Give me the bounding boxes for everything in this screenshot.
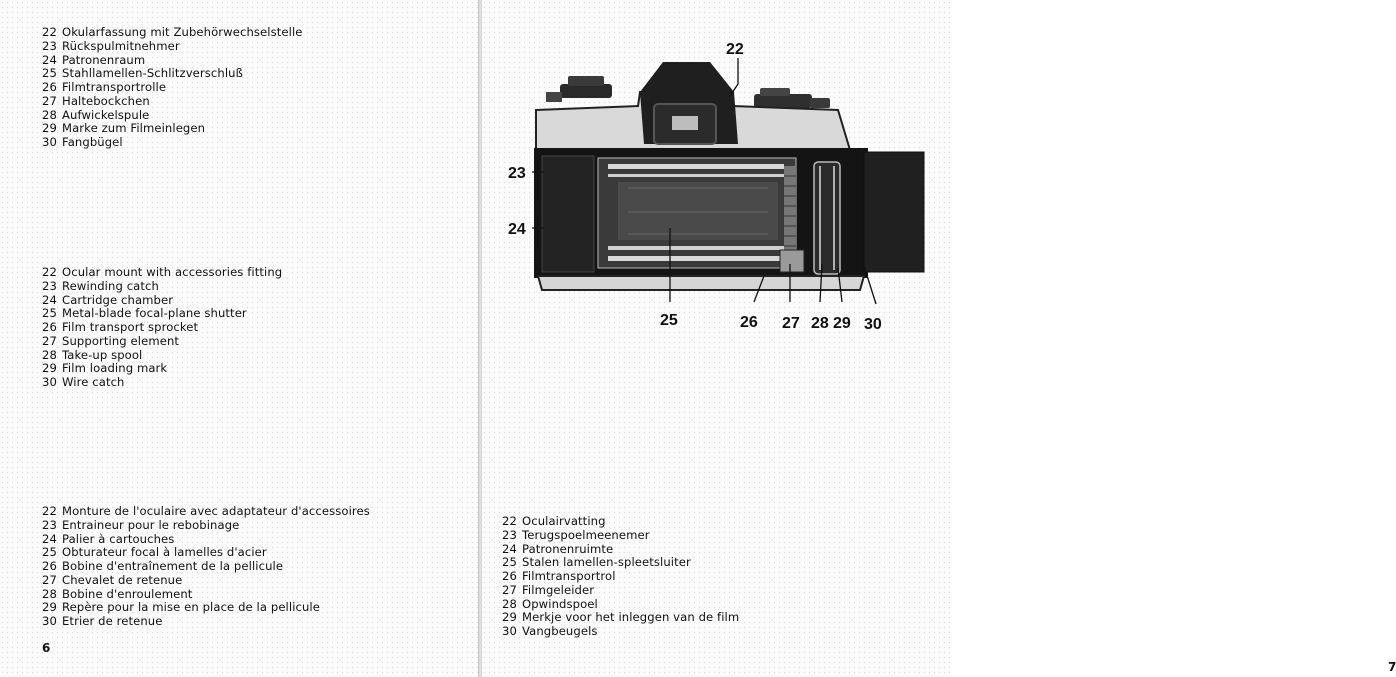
item-label: Fangbügel	[62, 135, 123, 149]
item-label: Film loading mark	[62, 361, 168, 376]
item-number: 29	[42, 600, 57, 615]
list-item	[42, 122, 303, 136]
item-label: Filmtransportrol	[522, 569, 616, 583]
item-label: Haltebockchen	[62, 93, 150, 108]
page-number-left: 6	[42, 641, 51, 655]
list-item	[42, 335, 282, 349]
list-item	[42, 362, 282, 376]
item-number: 23	[42, 278, 57, 293]
item-label: Palier à cartouches	[62, 531, 175, 546]
item-number: 22	[42, 25, 57, 39]
item-label: Wire catch	[62, 375, 125, 389]
item-label: Stahllamellen-Schlitzverschluß	[62, 66, 243, 81]
list-item	[42, 54, 303, 68]
take-up-spool-icon	[814, 162, 840, 274]
item-number: 23	[42, 517, 57, 532]
callout-22: 22	[726, 41, 744, 58]
item-label: Rewinding catch	[62, 278, 159, 293]
list-item	[42, 574, 370, 588]
dutch-parts-list	[502, 515, 739, 639]
list-item	[42, 560, 370, 574]
english-parts-list	[42, 266, 282, 390]
item-label: Terugspoelmeenemer	[522, 527, 650, 542]
list-item	[42, 136, 303, 150]
list-item	[42, 280, 282, 294]
list-item	[42, 307, 282, 321]
item-number: 22	[502, 514, 517, 528]
item-number: 24	[42, 292, 57, 307]
item-label: Opwindspoel	[522, 596, 598, 611]
list-item	[502, 625, 739, 639]
callout-27: 27	[782, 315, 800, 332]
list-item	[42, 109, 303, 123]
item-label: Obturateur focal à lamelles d'acier	[62, 545, 267, 560]
item-label: Take-up spool	[62, 347, 143, 362]
item-number: 22	[42, 265, 57, 279]
item-label: Monture de l'oculaire avec adaptateur d'accessoires	[62, 504, 370, 518]
list-item	[42, 615, 370, 629]
list-item	[42, 321, 282, 335]
list-item	[502, 529, 739, 543]
item-label: Bobine d'enroulement	[62, 586, 193, 601]
item-label: Film transport sprocket	[62, 320, 199, 334]
list-item	[502, 515, 739, 529]
item-number: 25	[502, 555, 517, 570]
item-label: Marke zum Filmeinlegen	[62, 121, 206, 136]
item-label: Chevalet de retenue	[62, 572, 183, 587]
item-number: 27	[42, 93, 57, 108]
item-number: 26	[502, 569, 517, 583]
callout-24: 24	[508, 221, 526, 238]
item-number: 25	[42, 545, 57, 560]
item-number: 30	[502, 624, 517, 638]
list-item	[502, 556, 739, 570]
list-item	[502, 584, 739, 598]
item-number: 28	[42, 347, 57, 362]
item-number: 29	[42, 361, 57, 376]
item-label: Bobine d'entraînement de la pellicule	[62, 559, 284, 573]
list-item	[502, 570, 739, 584]
item-label: Merkje voor het inleggen van de film	[522, 610, 740, 625]
item-label: Entraineur pour le rebobinage	[62, 517, 240, 532]
callout-25: 25	[660, 312, 678, 329]
item-number: 24	[502, 541, 517, 556]
german-parts-list	[42, 26, 303, 150]
item-number: 24	[42, 52, 57, 67]
item-label: Patronenraum	[62, 52, 146, 67]
camera-back-door	[864, 152, 924, 272]
list-item	[502, 543, 739, 557]
list-item	[42, 26, 303, 40]
item-number: 27	[42, 572, 57, 587]
cartridge-chamber-icon	[542, 156, 594, 272]
item-label: Ocular mount with accessories fitting	[62, 265, 283, 279]
list-item	[42, 533, 370, 547]
list-item	[42, 601, 370, 615]
item-number: 28	[502, 596, 517, 611]
list-item	[42, 40, 303, 54]
item-number: 22	[42, 504, 57, 518]
item-label: Aufwickelspule	[62, 107, 150, 122]
list-item	[42, 505, 370, 519]
list-item	[42, 294, 282, 308]
item-label: Stalen lamellen-spleetsluiter	[522, 555, 691, 570]
item-label: Cartridge chamber	[62, 292, 174, 307]
list-item	[502, 611, 739, 625]
item-number: 23	[42, 38, 57, 53]
list-item	[42, 519, 370, 533]
item-number: 25	[42, 306, 57, 321]
item-label: Supporting element	[62, 333, 180, 348]
item-number: 27	[502, 582, 517, 597]
camera-back-illustration	[498, 32, 928, 337]
list-item	[42, 266, 282, 280]
item-label: Vangbeugels	[522, 624, 598, 638]
item-number: 23	[502, 527, 517, 542]
list-item	[42, 349, 282, 363]
item-number: 30	[42, 375, 57, 389]
item-label: Okularfassung mit Zubehörwechselstelle	[62, 25, 303, 39]
item-label: Etrier de retenue	[62, 614, 163, 628]
item-number: 26	[42, 80, 57, 94]
item-number: 27	[42, 333, 57, 348]
item-label: Metal-blade focal-plane shutter	[62, 306, 247, 321]
list-item	[42, 81, 303, 95]
left-page	[0, 0, 478, 677]
list-item	[42, 588, 370, 602]
item-label: Filmtransportrolle	[62, 80, 167, 94]
item-number: 28	[42, 107, 57, 122]
list-item	[42, 546, 370, 560]
item-label: Rückspulmitnehmer	[62, 38, 180, 53]
item-number: 24	[42, 531, 57, 546]
item-number: 28	[42, 586, 57, 601]
item-number: 29	[502, 610, 517, 625]
item-number: 29	[42, 121, 57, 136]
item-number: 26	[42, 320, 57, 334]
list-item	[502, 598, 739, 612]
callout-29: 29	[833, 315, 851, 332]
item-number: 26	[42, 559, 57, 573]
item-label: Repère pour la mise en place de la pellicule	[62, 600, 320, 615]
item-label: Patronenruimte	[522, 541, 614, 556]
list-item	[42, 95, 303, 109]
item-number: 25	[42, 66, 57, 81]
item-number: 30	[42, 614, 57, 628]
item-number: 30	[42, 135, 57, 149]
page-number-right: 7	[1388, 660, 1396, 674]
shutter-icon	[618, 182, 778, 240]
callout-26: 26	[740, 314, 758, 331]
callout-23: 23	[508, 165, 526, 182]
item-label: Filmgeleider	[522, 582, 595, 597]
item-label: Oculairvatting	[522, 514, 606, 528]
callout-28: 28	[811, 315, 829, 332]
french-parts-list	[42, 505, 370, 629]
list-item	[42, 376, 282, 390]
list-item	[42, 67, 303, 81]
callout-30: 30	[864, 316, 882, 333]
